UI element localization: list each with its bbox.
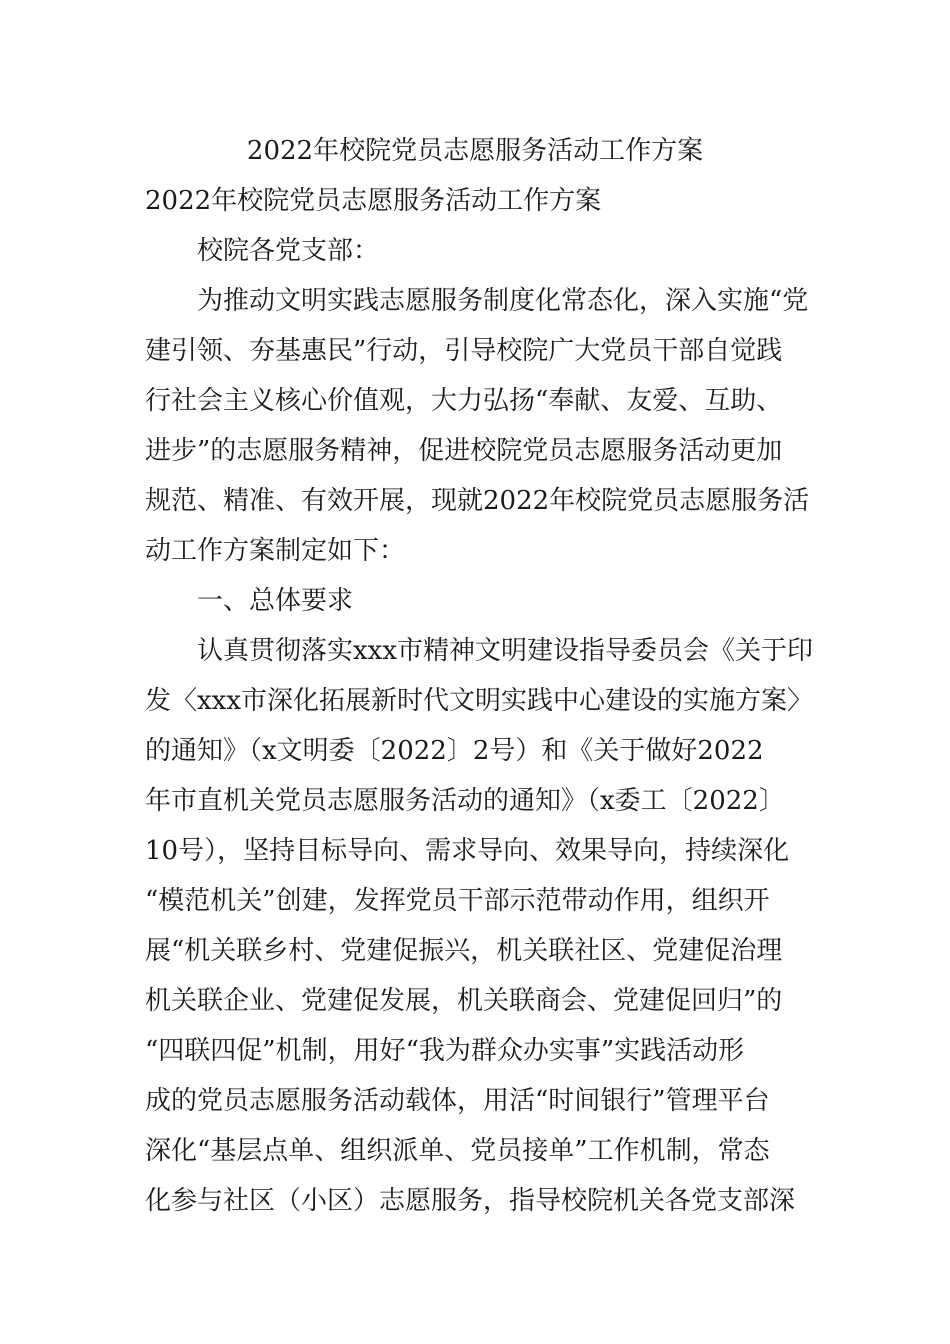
- text-line: 进步”的志愿服务精神，促进校院党员志愿服务活动更加: [145, 436, 783, 466]
- text-line: 化参与社区（小区）志愿服务，指导校院机关各党支部深: [145, 1186, 796, 1216]
- text-line: “模范机关”创建，发挥党员干部示范带动作用，组织开: [145, 886, 770, 916]
- text-line: 的通知》（x文明委〔2022〕2号）和《关于做好2022: [145, 736, 764, 766]
- section-heading: 一、总体要求: [145, 586, 354, 616]
- text-line: 2022年校院党员志愿服务活动工作方案: [145, 186, 602, 216]
- text-line: 成的党员志愿服务活动载体，用活“时间银行”管理平台: [145, 1086, 770, 1116]
- text-line: 认真贯彻落实xxx市精神文明建设指导委员会《关于印: [145, 636, 813, 666]
- text-line: 展“机关联乡村、党建促振兴，机关联社区、党建促治理: [145, 936, 783, 966]
- text-line: 深化“基层点单、组织派单、党员接单”工作机制，常态: [145, 1136, 770, 1166]
- text-line: 10号），坚持目标导向、需求导向、效果导向，持续深化: [145, 836, 790, 866]
- text-line: 规范、精准、有效开展，现就2022年校院党员志愿服务活: [145, 486, 810, 516]
- text-line: “四联四促”机制，用好“我为群众办实事”实践活动形: [145, 1036, 745, 1066]
- text-line: 动工作方案制定如下：: [145, 536, 406, 566]
- text-line: 校院各党支部：: [145, 236, 380, 266]
- text-line: 机关联企业、党建促发展，机关联商会、党建促回归”的: [145, 986, 783, 1016]
- text-line: 发〈xxx市深化拓展新时代文明实践中心建设的实施方案〉: [145, 686, 813, 716]
- text-line: 年市直机关党员志愿服务活动的通知》（x委工〔2022〕: [145, 786, 785, 816]
- text-line: 建引领、夯基惠民”行动，引导校院广大党员干部自觉践: [145, 336, 783, 366]
- text-line: 为推动文明实践志愿服务制度化常态化，深入实施“党: [145, 286, 809, 316]
- text-line: 行社会主义核心价值观，大力弘扬“奉献、友爱、互助、: [145, 386, 783, 416]
- document-title: 2022年校院党员志愿服务活动工作方案: [246, 136, 704, 166]
